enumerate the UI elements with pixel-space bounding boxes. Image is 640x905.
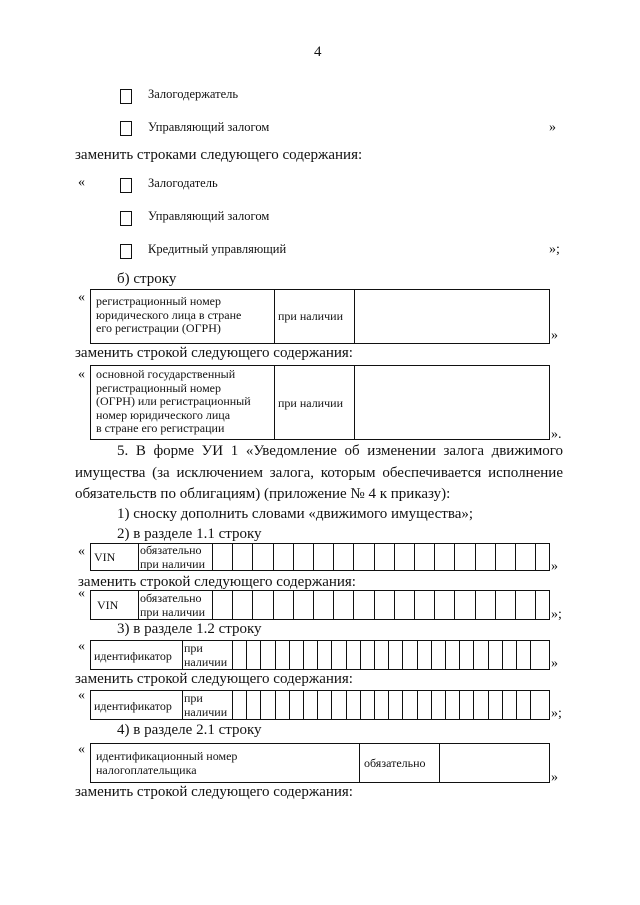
table-row (90, 365, 550, 440)
char-cell-divider (434, 544, 435, 570)
paragraph-line: имущества (за исключением залога, которым обеспечивается исполнение (75, 465, 563, 481)
char-cell-divider (431, 641, 432, 669)
char-cell-divider (303, 691, 304, 719)
char-cell-divider (488, 691, 489, 719)
char-cell-divider (232, 544, 233, 570)
open-quote: « (78, 586, 85, 601)
char-cell-divider (502, 641, 503, 669)
char-cell-divider (246, 641, 247, 669)
replace-heading: заменить строкой следующего содержания: (78, 574, 356, 590)
char-cell-divider (232, 641, 233, 669)
option-label: Кредитный управляющий (148, 242, 287, 256)
char-cell-divider (394, 544, 395, 570)
char-cell-divider (260, 641, 261, 669)
close-quote: » (551, 656, 558, 671)
char-cell-divider (333, 591, 334, 619)
cell-divider (138, 591, 139, 619)
required-flag: при (184, 641, 203, 655)
vin-row (90, 543, 550, 571)
char-cell-divider (275, 641, 276, 669)
close-quote: » (549, 120, 556, 135)
option-label: Управляющий залогом (148, 120, 270, 134)
char-cell-divider (459, 691, 460, 719)
char-cell-divider (374, 691, 375, 719)
table-cell: идентификационный номер налогоплательщика (96, 749, 238, 777)
char-cell-divider (454, 591, 455, 619)
char-cell-divider (353, 591, 354, 619)
char-cell-divider (488, 641, 489, 669)
char-cell-divider (473, 641, 474, 669)
char-cell-divider (417, 641, 418, 669)
table-cell: при наличии (278, 309, 343, 323)
required-flag: при (184, 691, 203, 705)
char-cell-divider (454, 544, 455, 570)
identifier-row (90, 640, 550, 670)
char-cell-divider (374, 544, 375, 570)
table-cell: регистрационный номер юридического лица в стране его регистрации (ОГРН) (96, 294, 242, 335)
char-cell-divider (414, 591, 415, 619)
replace-heading: заменить строкой следующего содержания: (75, 345, 353, 361)
char-cell-divider (388, 641, 389, 669)
item-4: 4) в разделе 2.1 строку (117, 722, 262, 738)
option-label: Залогодатель (148, 176, 218, 190)
char-cell-divider (402, 641, 403, 669)
table-cell: обязательно (364, 756, 426, 770)
close-quote: »; (549, 242, 560, 257)
char-cell-divider (313, 544, 314, 570)
char-cell-divider (374, 591, 375, 619)
char-cell-divider (417, 691, 418, 719)
char-cell-divider (495, 544, 496, 570)
char-cell-divider (346, 691, 347, 719)
char-cell-divider (360, 691, 361, 719)
checkbox-icon (120, 89, 132, 104)
option-label: Управляющий залогом (148, 209, 270, 223)
char-cell-divider (502, 691, 503, 719)
vin-row (90, 590, 550, 620)
item-2: 2) в разделе 1.1 строку (117, 526, 262, 542)
paragraph-line: 5. В форме УИ 1 «Уведомление об изменении залога движимого (117, 443, 563, 459)
row-label: VIN (94, 550, 116, 564)
char-cell-divider (530, 641, 531, 669)
char-cell-divider (515, 591, 516, 619)
char-cell-divider (515, 544, 516, 570)
char-cell-divider (232, 691, 233, 719)
close-quote: »; (551, 706, 562, 721)
char-cell-divider (313, 591, 314, 619)
char-cell-divider (516, 641, 517, 669)
open-quote: « (78, 290, 85, 305)
char-cell-divider (346, 641, 347, 669)
char-cell-divider (445, 641, 446, 669)
page-number: 4 (314, 44, 322, 60)
char-cell-divider (530, 691, 531, 719)
required-flag: обязательно (140, 591, 202, 605)
char-cell-divider (445, 691, 446, 719)
required-flag: при наличии (140, 557, 205, 571)
char-cell-divider (275, 691, 276, 719)
table-row (90, 289, 550, 344)
item-b: б) строку (117, 271, 177, 287)
table-cell: при наличии (278, 396, 343, 410)
checkbox-icon (120, 178, 132, 193)
char-cell-divider (360, 641, 361, 669)
close-quote: » (551, 328, 558, 343)
cell-divider (182, 641, 183, 669)
checkbox-icon (120, 244, 132, 259)
char-cell-divider (293, 591, 294, 619)
open-quote: « (78, 367, 85, 382)
char-cell-divider (246, 691, 247, 719)
paragraph-line: обязательств по облигациям) (приложение № 4 к приказу): (75, 486, 451, 502)
char-cell-divider (535, 591, 536, 619)
char-cell-divider (388, 691, 389, 719)
cell-divider (138, 544, 139, 570)
char-cell-divider (414, 544, 415, 570)
char-cell-divider (353, 544, 354, 570)
identifier-row (90, 690, 550, 720)
char-cell-divider (535, 544, 536, 570)
required-flag: обязательно (140, 543, 202, 557)
char-cell-divider (252, 544, 253, 570)
table-row (90, 743, 550, 783)
open-quote: « (78, 688, 85, 703)
required-flag: наличии (184, 655, 228, 669)
close-quote: » (551, 770, 558, 785)
replace-heading: заменить строкой следующего содержания: (75, 671, 353, 687)
char-cell-divider (212, 591, 213, 619)
row-label: идентификатор (94, 649, 172, 663)
char-cell-divider (212, 544, 213, 570)
char-cell-divider (317, 641, 318, 669)
open-quote: « (78, 639, 85, 654)
char-cell-divider (473, 691, 474, 719)
open-quote: « (78, 544, 85, 559)
table-cell: основной государственный регистрационный номер (ОГРН) или регистрационный номер юридического лица в стране его регистрации (96, 367, 251, 435)
open-quote: « (78, 742, 85, 757)
char-cell-divider (374, 641, 375, 669)
close-quote: ». (551, 427, 562, 442)
char-cell-divider (252, 591, 253, 619)
char-cell-divider (289, 641, 290, 669)
item-3: 3) в разделе 1.2 строку (117, 621, 262, 637)
char-cell-divider (394, 591, 395, 619)
option-label: Залогодержатель (148, 87, 239, 101)
char-cell-divider (289, 691, 290, 719)
open-quote: « (78, 175, 85, 190)
char-cell-divider (331, 641, 332, 669)
char-cell-divider (434, 591, 435, 619)
char-cell-divider (333, 544, 334, 570)
char-cell-divider (475, 591, 476, 619)
char-cell-divider (232, 591, 233, 619)
char-cell-divider (293, 544, 294, 570)
char-cell-divider (402, 691, 403, 719)
char-cell-divider (516, 691, 517, 719)
char-cell-divider (303, 641, 304, 669)
required-flag: при наличии (140, 605, 205, 619)
char-cell-divider (273, 544, 274, 570)
char-cell-divider (273, 591, 274, 619)
char-cell-divider (260, 691, 261, 719)
replace-heading: заменить строками следующего содержания: (75, 147, 363, 163)
cell-divider (182, 691, 183, 719)
char-cell-divider (317, 691, 318, 719)
close-quote: » (551, 559, 558, 574)
char-cell-divider (475, 544, 476, 570)
required-flag: наличии (184, 705, 228, 719)
checkbox-icon (120, 121, 132, 136)
row-label: идентификатор (94, 699, 172, 713)
char-cell-divider (431, 691, 432, 719)
close-quote: »; (551, 607, 562, 622)
char-cell-divider (495, 591, 496, 619)
char-cell-divider (331, 691, 332, 719)
char-cell-divider (459, 641, 460, 669)
item-1: 1) сноску дополнить словами «движимого имущества»; (117, 506, 474, 522)
row-label: VIN (97, 598, 119, 612)
checkbox-icon (120, 211, 132, 226)
replace-heading: заменить строкой следующего содержания: (75, 784, 353, 800)
